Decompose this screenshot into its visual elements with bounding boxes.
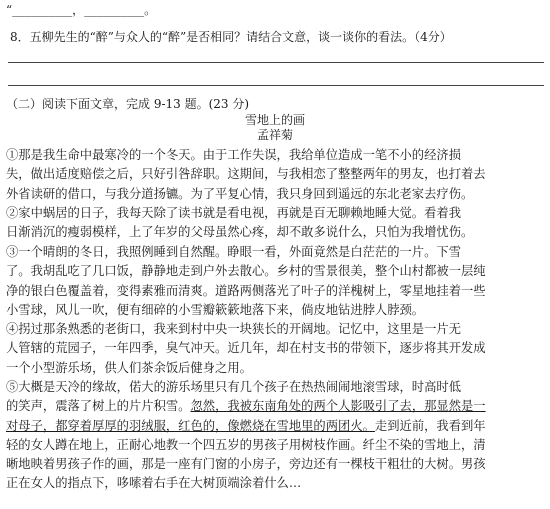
paragraph-line (6, 417, 542, 436)
paragraph-line: ⑤大概是天冷的缘故，偌大的游乐场里只有几个孩子在热热闹闹地滚雪球，时高时低 (6, 380, 461, 394)
question-8: 8．五柳先生的“醉”与众人的“醉”是否相同？请结合文意，谈一谈你的看法。（4分） (10, 30, 452, 44)
paragraph-text: 走到近前，我看到年 (374, 418, 486, 433)
paragraph-line: 一个小型游乐场，供人们茶余饭后健身之用。 (6, 360, 252, 375)
paragraph-line: ①那是我生命中最寒冷的一个冬天。由于工作失误，我给单位造成一笔不小的经济损 (6, 148, 461, 162)
paragraph-line: 正在女人的指点下，哆嗦着右手在大树顶端涂着什么… (6, 476, 302, 491)
paragraph-line: 净的银白色覆盖着，变得素雅而清爽。道路两侧落光了叶子的洋槐树上，零星地挂着一些 (6, 283, 486, 298)
paragraph-line: 外省读研的借口，与我分道扬镳。为了平复心情，我只身回到遥远的东北老家去疗伤。 (6, 186, 474, 201)
paragraph-line (6, 397, 542, 416)
paragraph-line: 日渐消沉的瘦弱模样，上了年岁的父母虽然心疼，却不敢多说什么，只怕为我增忧伤。 (6, 225, 474, 240)
paragraph-2 (6, 204, 542, 243)
article-title: 雪地上的画 (244, 113, 305, 127)
paragraph-line: ③一个晴朗的冬日，我照例睡到自然醒。睁眼一看，外面竟然是白茫茫的一片。下雪 (6, 245, 461, 259)
section-heading: （二）阅读下面文章，完成 9-13 题。(23 分) (6, 97, 250, 111)
underlined-sentence: 忽然，我被东南角处的两个人影吸引了去，那显然是一 (190, 399, 486, 414)
answer-line-1 (8, 62, 544, 63)
paragraph-line: 人管辖的荒园子，一年四季，臭气冲天。近几年，却在村支书的带领下，逐步将其开发成 (6, 341, 486, 356)
paragraph-3 (6, 243, 542, 320)
paragraph-line: 了。我胡乱吃了几口饭，静静地走到户外去散心。乡村的雪景很美，整个山村都被一层纯 (6, 264, 486, 279)
paragraph-line: ④拐过那条熟悉的老街口，我来到村中央一块狭长的开阔地。记忆中，这里是一片无 (6, 322, 461, 336)
q7-answer-line: “__________，__________。 (6, 3, 157, 17)
article-author: 孟祥菊 (256, 128, 293, 142)
paragraph-line: 小雪球，风儿一吹，便有细碎的小雪瓣簌簌地落下来，倘皮地钻进脖人脖颈。 (6, 302, 425, 317)
paragraph-4 (6, 320, 542, 378)
paragraph-line: 晰地映着男孩子作的画，那是一座有门窗的小房子，旁边还有一棵枝干粗壮的大树。男孩 (6, 457, 486, 472)
paragraph-text: 的笑声，震落了树上的片片积雪。 (6, 399, 191, 414)
paragraph-1 (6, 146, 542, 204)
paragraph-5 (6, 378, 542, 494)
paragraph-line: 失，做出适度赔偿之后，只好引咎辞职。这期间，与我相恋了整整两年的男友，也打着去 (6, 167, 486, 182)
underlined-sentence: 对母子，都穿着厚厚的羽绒服，红色的，像燃烧在雪地里的两团火。 (6, 418, 375, 433)
answer-line-2 (8, 85, 544, 86)
paragraph-line: 轻的女人蹲在地上，正耐心地教一个四五岁的男孩子用树枝作画。纤尘不染的雪地上，清 (6, 437, 486, 452)
paragraph-line: ②家中蜗居的日子，我每天除了读书就是看电视，再就是百无聊赖地睡大觉。看着我 (6, 206, 461, 220)
